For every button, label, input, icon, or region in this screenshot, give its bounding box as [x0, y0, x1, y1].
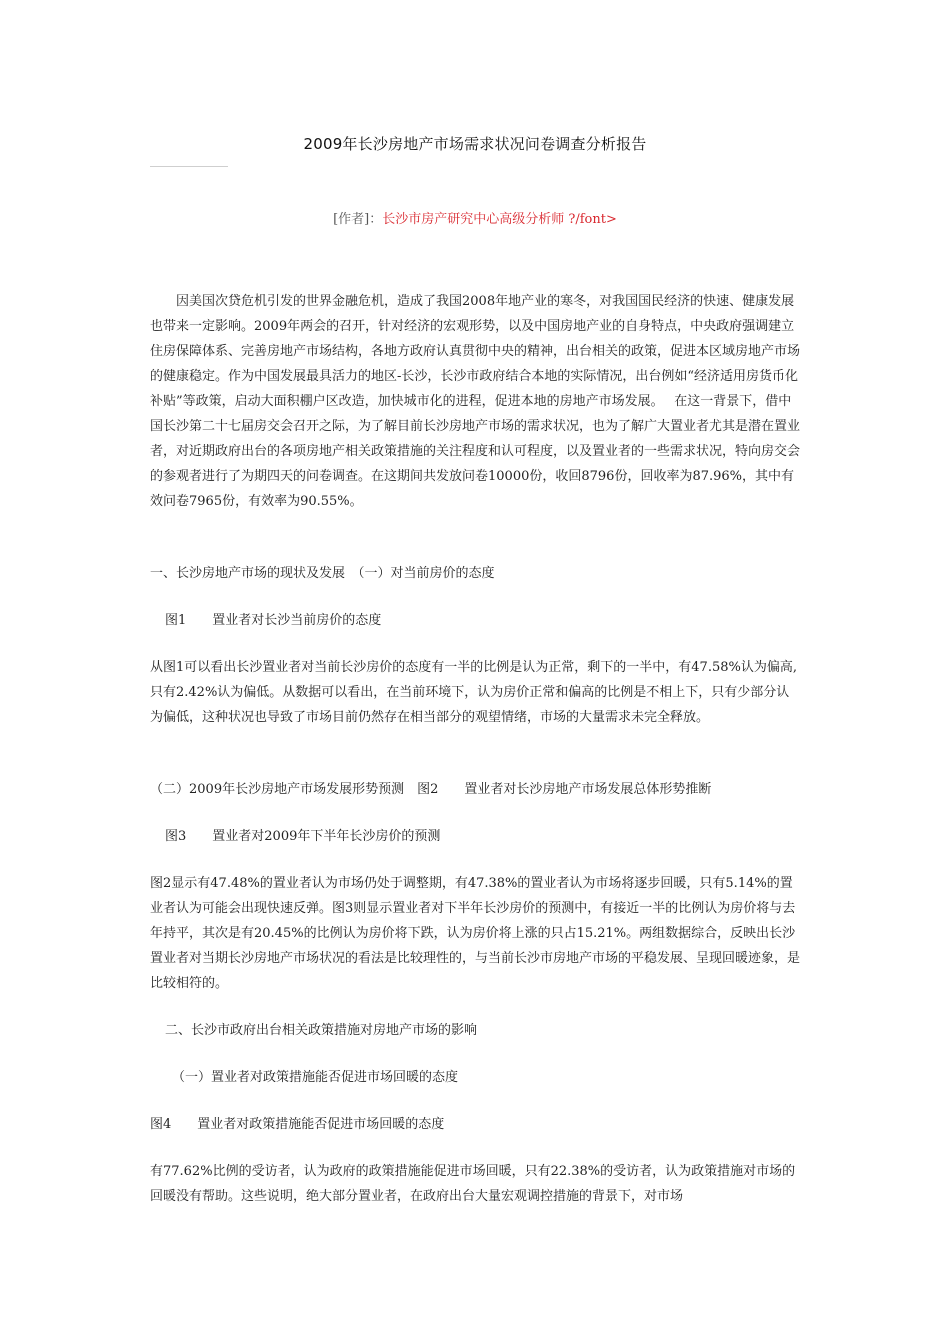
document-title: 2009年长沙房地产市场需求状况问卷调查分析报告 — [303, 135, 647, 153]
figure-4-caption: 图4 置业者对政策措施能否促进市场回暖的态度 — [150, 1117, 445, 1132]
author-name[interactable]: 长沙市房产研究中心高级分析师 ?/font> — [382, 212, 617, 227]
figure-3-caption: 图3 置业者对2009年下半年长沙房价的预测 — [165, 829, 441, 844]
figure-4-analysis: 有77.62%比例的受访者，认为政府的政策措施能促进市场回暖，只有22.38%的受访者，认为政策措施对市场的回暖没有帮助。这些说明，绝大部分置业者，在政府出台大量宏观调控措施的背景下，对市场 — [150, 1164, 796, 1204]
figure-1-analysis: 从图1可以看出长沙置业者对当前长沙房价的态度有一半的比例是认为正常，剩下的一半中，有47.58%认为偏高,只有2.42%认为偏低。从数据可以看出，在当前环境下，认为房价正常和偏高的比例是不相上下，只有少部分认为偏低，这种状况也导致了市场目前仍然存在相当部分的观望情绪，市场的大量需求未完全释放。 — [150, 660, 797, 725]
section-heading-1: 一、长沙房地产市场的现状及发展 （一）对当前房价的态度 — [150, 566, 495, 581]
figure-1-caption: 图1 置业者对长沙当前房价的态度 — [165, 613, 382, 628]
section-heading-3: 二、长沙市政府出台相关政策措施对房地产市场的影响 — [165, 1023, 478, 1038]
section-heading-2: （二）2009年长沙房地产市场发展形势预测 图2 置业者对长沙房地产市场发展总体形势推断 — [150, 782, 712, 797]
section-heading-4: （一）置业者对政策措施能否促进市场回暖的态度 — [172, 1070, 459, 1085]
author-label: [作者]： — [333, 212, 383, 227]
author-line — [0, 208, 950, 227]
intro-paragraph: 因美国次贷危机引发的世界金融危机，造成了我国2008年地产业的寒冬，对我国国民经济的快速、健康发展也带来一定影响。2009年两会的召开，针对经济的宏观形势，以及中国房地产业的自身特点，中央政府强调建立住房保障体系、完善房地产市场结构，各地方政府认真贯彻中央的精神，出台相关的政策，促进本区域房地产市场的健康稳定。作为中国发展最具活力的地区-长沙，长沙市政府结合本地的实际情况，出台例如“经济适用房货币化补贴”等政策，启动大面积棚户区改造，加快城市化的进程，促进本地的房地产市场发展。 在这一背景下，借中国长沙第二十七届房交会召开之际，为了解目前长沙房地产市场的需求状况，也为了解广大置业者尤其是潜在置业者，对近期政府出台的各项房地产相关政策措施的关注程度和认可程度，以及置业者的一些需求状况，特向房交会的参观者进行了为期四天的问卷调查。在这期间共发放问卷10000份，收回8796份，回收率为87.96%，其中有效问卷7965份，有效率为90.55%。 — [150, 294, 801, 509]
figure-2-3-analysis: 图2显示有47.48%的置业者认为市场仍处于调整期，有47.38%的置业者认为市场将逐步回暖，只有5.14%的置业者认为可能会出现快速反弹。图3则显示置业者对下半年长沙房价的预测中，有接近一半的比例认为房价将与去年持平，其次是有20.45%的比例认为房价将下跌，认为房价将上涨的只占15.21%。两组数据综合，反映出长沙置业者对当期长沙房地产市场状况的看法是比较理性的，与当前长沙市房地产市场的平稳发展、呈现回暖迹象，是比较相符的。 — [150, 876, 801, 991]
title-divider — [150, 166, 228, 167]
